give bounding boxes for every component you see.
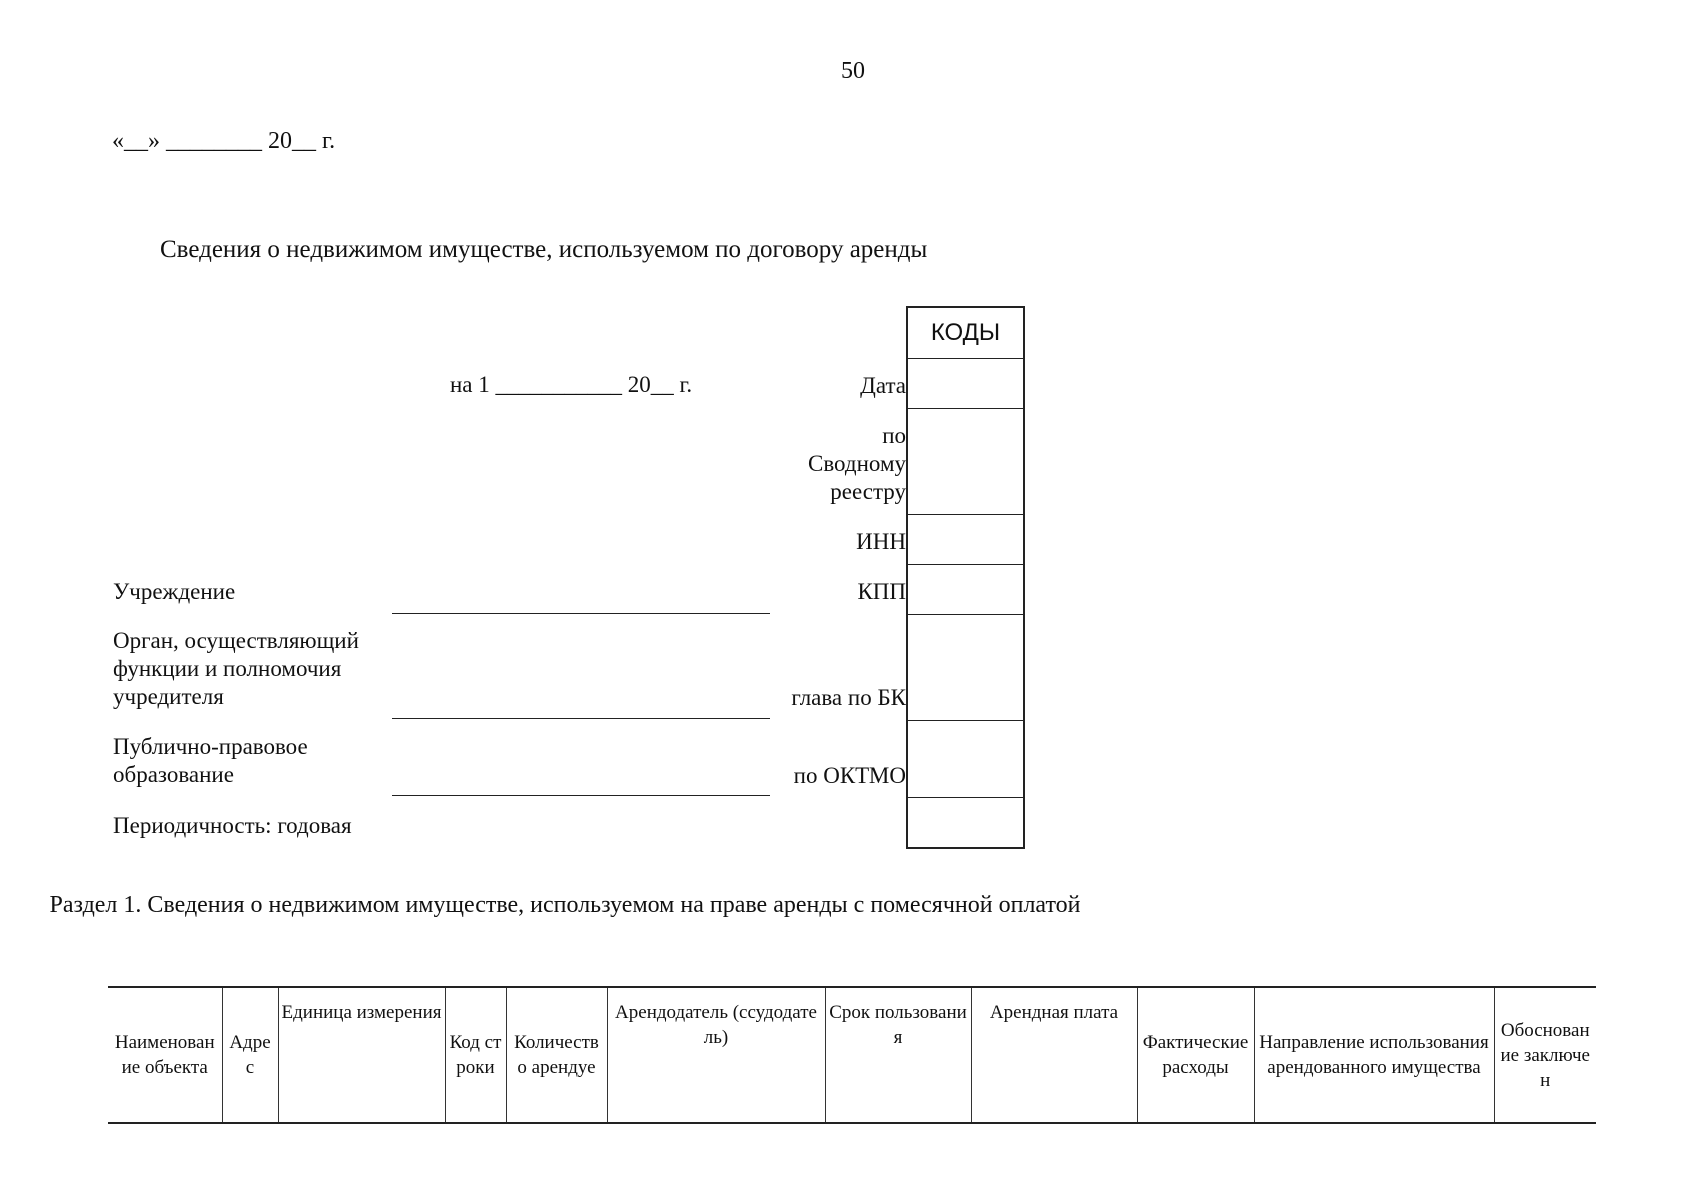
col-header: Адрес (222, 987, 278, 1123)
col-header: Количество арендуе (506, 987, 607, 1123)
code-cell-oktmo[interactable] (908, 720, 1023, 797)
municipality-line[interactable] (392, 795, 770, 796)
col-header: Направление использования арендованного имущества (1254, 987, 1494, 1123)
periodicity-label: Периодичность: годовая (113, 813, 352, 838)
code-label-oktmo: по ОКТМО (793, 763, 906, 788)
code-cell-inn[interactable] (908, 514, 1023, 564)
rent-table (108, 986, 1596, 1124)
col-header: Арендодатель (ссудодатель) (607, 987, 825, 1123)
founder-label: Орган, осуществляющий функции и полномочия учредителя (113, 628, 359, 709)
col-header: Единица измерения (278, 987, 445, 1123)
code-label-svod: по Сводному реестру (807, 423, 906, 504)
founder-line[interactable] (392, 718, 770, 719)
code-cell-glava[interactable] (908, 614, 1023, 720)
col-header: Фактические расходы (1137, 987, 1254, 1123)
col-header: Обоснование заключен (1494, 987, 1596, 1123)
col-header: Наименование объекта (108, 987, 222, 1123)
code-cell-date[interactable] (908, 358, 1023, 408)
page-number: 50 (841, 58, 865, 84)
code-cell-kpp[interactable] (908, 564, 1023, 614)
code-label-kpp: КПП (857, 579, 906, 604)
code-cell-period[interactable] (908, 797, 1023, 847)
date-line: «__» ________ 20__ г. (112, 128, 336, 154)
section-1-title: Раздел 1. Сведения о недвижимом имуществе, используемом на праве аренды с помесячной оплатой (49, 892, 1081, 918)
codes-header: КОДЫ (930, 319, 1001, 346)
code-label-inn: ИНН (856, 529, 906, 554)
table-header-row (108, 987, 1596, 1123)
code-label-glava: глава по БК (791, 685, 906, 710)
code-label-date: Дата (860, 373, 906, 398)
institution-label: Учреждение (113, 579, 236, 604)
codes-box (906, 306, 1025, 849)
col-header: Арендная плата (971, 987, 1137, 1123)
col-header: Срок пользования (825, 987, 971, 1123)
municipality-label: Публично-правовое образование (113, 734, 308, 787)
as-of-date: на 1 ___________ 20__ г. (450, 372, 693, 397)
code-cell-svod[interactable] (908, 408, 1023, 514)
institution-line[interactable] (392, 613, 770, 614)
col-header: Код строки (445, 987, 506, 1123)
document-title: Сведения о недвижимом имуществе, используемом по договору аренды (160, 236, 928, 263)
